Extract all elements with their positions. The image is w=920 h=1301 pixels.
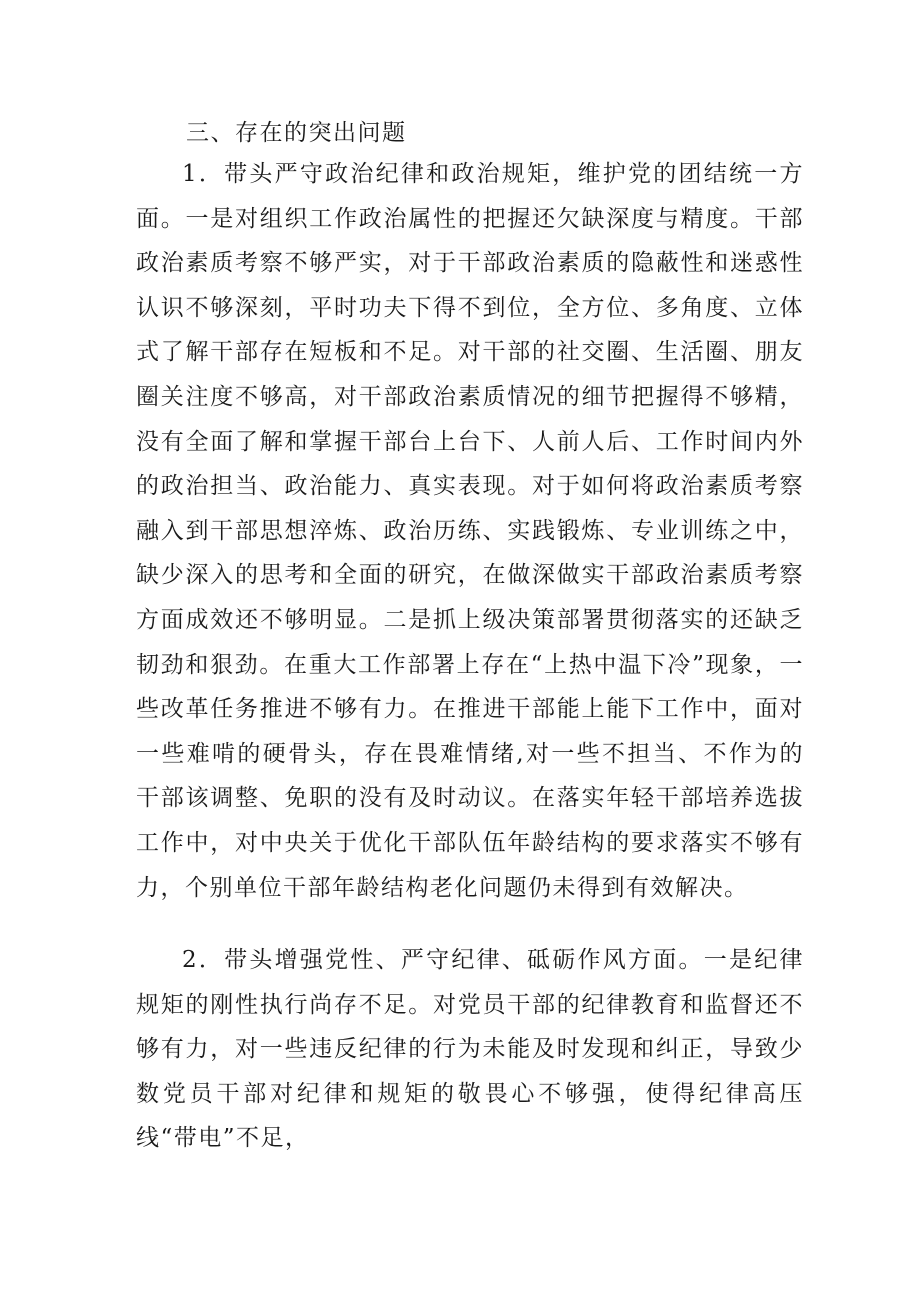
section-heading: 三、存在的突出问题 <box>186 120 407 146</box>
paragraph-spacer <box>136 910 804 938</box>
paragraph-2: 2．带头增强党性、严守纪律、砥砺作风方面。一是纪律规矩的刚性执行尚存不足。对党员干部的纪律教育和监督还不够有力，对一些违反纪律的行为未能及时发现和纠正，导致少数党员干部对纪律和规矩的敬畏心不够强，使得纪律高压线“带电”不足， <box>136 947 804 1152</box>
paragraph-1: 1．带头严守政治纪律和政治规矩，维护党的团结统一方面。一是对组织工作政治属性的把握还欠缺深度与精度。干部政治素质考察不够严实，对于干部政治素质的隐蔽性和迷惑性认识不够深刻，平时功夫下得不到位，全方位、多角度、立体式了解干部存在短板和不足。对干部的社交圈、生活圈、朋友圈关注度不够高，对干部政治素质情况的细节把握得不够精，没有全面了解和掌握干部台上台下、人前人后、工作时间内外的政治担当、政治能力、真实表现。对于如何将政治素质考察融入到干部思想淬炼、政治历练、实践锻炼、专业训练之中，缺少深入的思考和全面的研究，在做深做实干部政治素质考察方面成效还不够明显。二是抓上级决策部署贯彻落实的还缺乏韧劲和狠劲。在重大工作部署上存在“上热中温下冷”现象，一些改革任务推进不够有力。在推进干部能上能下工作中，面对一些难啃的硬骨头，存在畏难情绪,对一些不担当、不作为的干部该调整、免职的没有及时动议。在落实年轻干部培养选拔工作中，对中央关于优化干部队伍年龄结构的要求落实不够有力，个别单位干部年龄结构老化问题仍未得到有效解决。 <box>136 161 804 901</box>
document-body <box>136 114 804 1161</box>
